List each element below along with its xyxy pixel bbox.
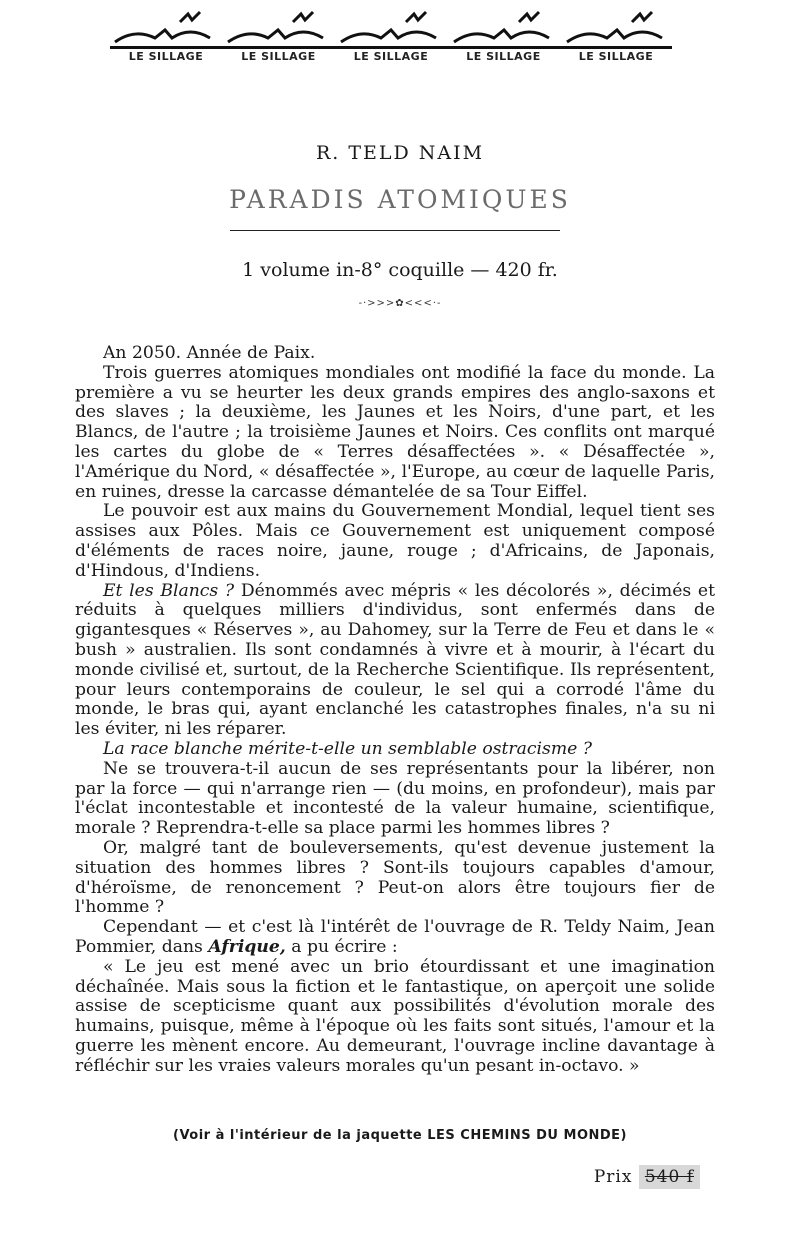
italic-question: La race blanche mérite-t-elle un semblable ostracisme ?: [103, 738, 592, 759]
paragraph: Trois guerres atomiques mondiales ont modifié la face du monde. La première a vu se heurter les deux grands empires des anglo-saxons et des slaves ; la deuxième, les Jaunes et les Noirs, d'une part, et les Blancs, de l'autre ; la troisième Jaunes et Noirs. Ces conflits ont marqué les cartes du globe de « Terres désaffectées ». « Désaffectée », l'Amérique du Nord, « désaffectée », l'Europe, au cœur de laquelle Paris, en ruines, dresse la carcasse démantelée de sa Tour Eiffel.: [75, 362, 715, 502]
footer-prefix: (Voir à l'intérieur de la jaquette: [173, 1128, 428, 1143]
banner-label: LE SILLAGE: [578, 50, 654, 63]
price: [594, 1167, 700, 1187]
banner-birds: [110, 8, 672, 48]
ornament-divider: -·>>>✿<<<·-: [358, 298, 442, 309]
banner-label: LE SILLAGE: [353, 50, 429, 63]
paragraph: Ne se trouvera-t-il aucun de ses représentants pour la libérer, non par la force — qui n'arrange rien — (du moins, en profondeur), mais par l'éclat incontestable et incontesté de la valeur humaine, scientifique, morale ? Reprendra-t-elle sa place parmi les hommes libres ?: [75, 758, 715, 839]
price-value: 540 f: [639, 1165, 700, 1189]
book-format: 1 volume in-8° coquille — 420 fr.: [242, 259, 558, 281]
paragraph-text: Dénommés avec mépris « les décolorés », décimés et réduits à quelques milliers d'individus, sont enfermés dans de gigantesques « Réserves », au Dahomey, sur la Terre de Feu et dans le « bush » australien. Ils sont condamnés à vivre et à mourir, à l'écart du monde civilisé et, surtout, de la Recherche Scientifique. Ils représentent, pour leurs contemporains de couleur, le sel qui a corrodé l'âme du monde, le bras qui, ayant enclanché les catastrophes finales, n'a su ni les éviter, ni les réparer.: [75, 580, 715, 740]
price-label: Prix: [593, 1167, 633, 1187]
seagull-logo-icon: [449, 8, 559, 48]
title-divider: [230, 230, 560, 231]
banner-labels: [110, 46, 672, 63]
paragraph: [75, 582, 715, 740]
seagull-logo-icon: [110, 8, 220, 48]
banner-label: LE SILLAGE: [128, 50, 204, 63]
banner-label: LE SILLAGE: [241, 50, 316, 63]
quotation: « Le jeu est mené avec un brio étourdissant et une imagination déchaînée. Mais sous la fiction et le fantastique, on aperçoit une solide assise de scepticisme quant aux possibilités d'évolution morale des humains, puisque, même à l'époque où les faits sont situés, l'amour et la guerre les mènent encore. Au demeurant, l'ouvrage incline davantage à réfléchir sur les vraies valeurs morales qu'un pesant in-octavo. »: [75, 956, 715, 1076]
paragraph: Le pouvoir est aux mains du Gouvernement Mondial, lequel tient ses assises aux Pôles. Mais ce Gouvernement est uniquement composé d'éléments de races noire, jaune, rouge ; d'Africains, de Japonais, d'Hindous, d'Indiens.: [75, 501, 715, 581]
question-line: [75, 740, 715, 760]
banner-label: LE SILLAGE: [466, 50, 541, 63]
footer-note: [0, 1128, 800, 1143]
footer-bold: LES CHEMINS DU MONDE): [427, 1128, 627, 1143]
paragraph: An 2050. Année de Paix.: [103, 343, 316, 363]
seagull-logo-icon: [336, 8, 446, 48]
paragraph-text: Cependant — et c'est là l'intérêt de l'ouvrage de R. Teldy Naim, Jean Pommier, dans: [75, 917, 715, 957]
italic-source: Afrique,: [208, 936, 286, 957]
publisher-banner: [110, 8, 672, 66]
seagull-logo-icon: [223, 8, 333, 48]
paragraph: [75, 918, 715, 958]
author-name: R. TELD NAIM: [315, 142, 485, 164]
blurb-text: [75, 344, 715, 1076]
paragraph: Or, malgré tant de bouleversements, qu'est devenue justement la situation des hommes libres ? Sont-ils toujours capables d'amour, d'héroïsme, de renoncement ? Peut-on alors être toujours fier de l'homme ?: [75, 837, 715, 918]
paragraph-text: a pu écrire :: [285, 936, 398, 957]
book-title: PARADIS ATOMIQUES: [229, 185, 571, 214]
italic-phrase: Et les Blancs ?: [103, 580, 235, 601]
seagull-logo-icon: [562, 8, 672, 48]
